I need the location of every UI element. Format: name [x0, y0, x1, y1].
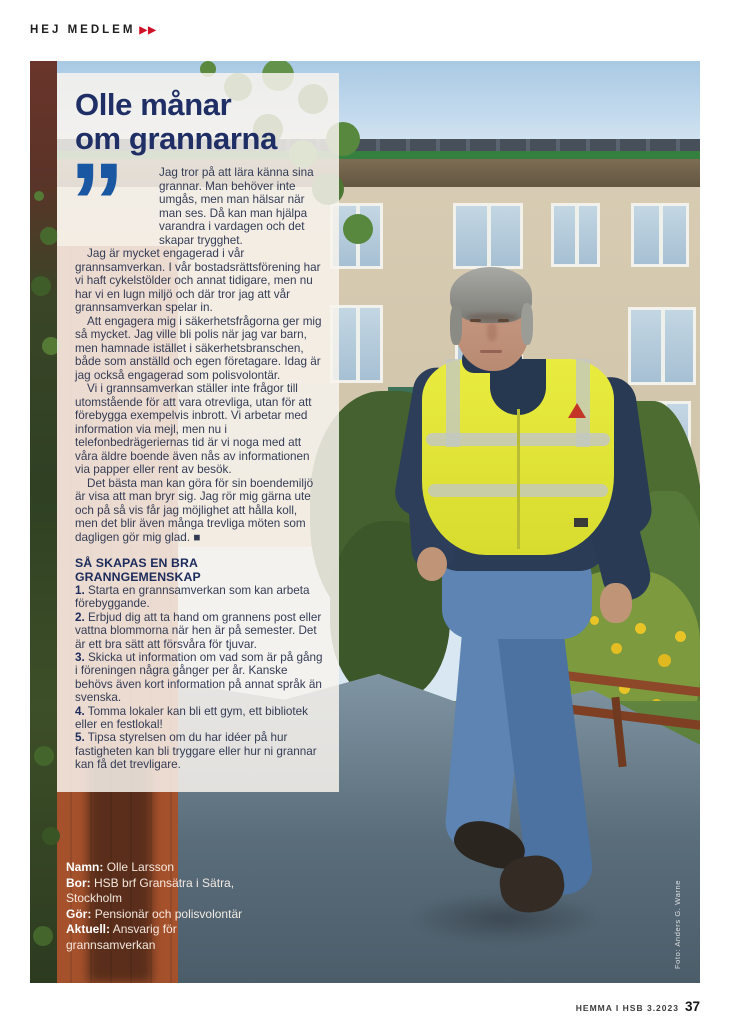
window-mullion — [487, 206, 491, 266]
window-mullion — [575, 206, 579, 264]
tip-number: 1. — [75, 584, 85, 597]
kicker-label: HEJ MEDLEM — [30, 24, 136, 36]
tips-list — [75, 584, 323, 772]
tip-text: Skicka ut information om vad som är på gång i föreningen några gånger per år. Kanske behövs även kort information på annat språk än svenska. — [75, 651, 323, 705]
profile-row — [66, 922, 251, 953]
article-paragraph: Att engagera mig i säkerhetsfrågorna ger mig så mycket. Jag ville bli polis när jag var barn, men hamnade istället i säkerhetsbranschen, både som anställd och egen företagare. Idag är jag också engagerad som polisvolontär. — [75, 314, 322, 382]
tip-number: 5. — [75, 731, 85, 745]
page-number: 37 — [684, 999, 700, 1014]
profile-value: Olle Larsson — [106, 860, 175, 874]
article-paragraph: Jag tror på att lära känna sina grannar. Man behöver inte umgås, men man hälsar när man ses. Då kan man hjälpa varandra i vardagen och det skapar trygghet. — [159, 166, 314, 247]
magazine-name: HEMMA I HSB 3.2023 — [575, 1003, 679, 1013]
sideburn — [521, 303, 533, 345]
tip-text: Starta en grannsamverkan som kan arbeta förebyggande. — [75, 584, 310, 611]
article-paragraph: Jag är mycket engagerad i vår grannsamverkan. I vår bostadsrättsförening har vi haft cykelstölder och annat tidigare, men nu har vi en lugn miljö och där tror jag att vår grannsamverkan spelar in. — [75, 247, 321, 314]
profile-value: Ansvarig för grannsamverkan — [66, 922, 177, 952]
window-mullion — [356, 206, 360, 266]
window-mullion — [356, 308, 360, 380]
hand-left — [417, 547, 447, 581]
profile-row — [66, 876, 251, 907]
article-paragraph: Vi i grannsamverkan ställer inte frågor till utomstående för att vara otrevliga, utan för att förebygga exempelvis inbrott. Vi arbetar med information via mejl, men nu i telefonbedrägeriernas tid är vi noga med att våra äldre boende även nås av informationen via papper eller rent av besök. — [75, 382, 312, 476]
profile-label: Aktuell: — [66, 922, 111, 936]
tip-text: Tomma lokaler kan bli ett gym, ett bibliotek eller en festlokal! — [75, 704, 309, 732]
tip-item — [75, 611, 323, 651]
nose-shadow — [487, 323, 497, 341]
tip-text: Erbjud dig att ta hand om grannens post eller vattna blommorna när hen är på semester. Det är ett bra sätt att försvåra för tjuvar. — [75, 610, 322, 651]
left-pillar — [30, 61, 57, 983]
safety-vest — [422, 359, 614, 555]
eye — [470, 319, 481, 322]
tip-item — [75, 731, 323, 771]
tip-item — [75, 584, 323, 611]
pillar-leaves — [34, 191, 44, 201]
profile-label: Bor: — [66, 875, 91, 890]
profile-row — [66, 907, 251, 923]
profile-label: Gör: — [66, 906, 92, 921]
profile-value: HSB brf Gransätra i Sätra, Stockholm — [66, 875, 235, 905]
vest-pocket-tag — [574, 518, 588, 527]
tip-number: 3. — [75, 651, 85, 665]
article-paragraph: Det bästa man kan göra för sin boendemiljö är visa att man bryr sig. Jag rör mig gärna ute och på så vis får jag möjlighet att hålla koll, men det blir även många trevliga möten som dagligen gör mig glad. ■ — [75, 476, 314, 544]
vest-zipper — [517, 409, 520, 549]
warning-triangle-logo — [568, 403, 586, 418]
quote-mark-icon: ” — [69, 140, 125, 265]
article-body — [69, 140, 323, 772]
double-arrow-icon: ▶▶ — [139, 25, 157, 36]
kicker — [30, 24, 157, 36]
vest-stripe-shoulder — [446, 359, 460, 447]
sideburn — [450, 305, 462, 345]
tips-heading: SÅ SKAPAS EN BRA GRANNGEMENSKAP — [75, 556, 201, 584]
page-footer — [576, 999, 700, 1014]
window — [628, 307, 696, 385]
tip-number: 2. — [75, 610, 85, 624]
profile-label: Namn: — [66, 860, 104, 874]
profile-box — [66, 860, 251, 953]
mouth — [480, 350, 502, 353]
hand-right — [600, 583, 632, 623]
article-title — [75, 88, 323, 156]
tip-item — [75, 705, 323, 732]
profile-value: Pensionär och polisvolontär — [94, 906, 243, 921]
article-box — [57, 73, 339, 792]
title-line-2: om grannarna — [75, 121, 277, 156]
tip-number: 4. — [75, 704, 85, 718]
profile-row — [66, 860, 251, 876]
window-mullion — [659, 206, 663, 264]
tip-text: Tipsa styrelsen om du har idéer på hur fastigheten kan bli tryggare eller hur ni grannar kan få det trevligare. — [75, 731, 317, 772]
title-line-1: Olle månar — [75, 87, 232, 122]
tips-section — [75, 557, 323, 772]
window — [631, 203, 689, 267]
window — [453, 203, 523, 269]
tip-item — [75, 651, 323, 705]
window-mullion — [661, 310, 665, 382]
photo-credit: Foto: Anders G. Warne — [673, 879, 682, 969]
sunflowers — [590, 616, 599, 625]
eye — [498, 319, 509, 322]
window — [551, 203, 600, 267]
